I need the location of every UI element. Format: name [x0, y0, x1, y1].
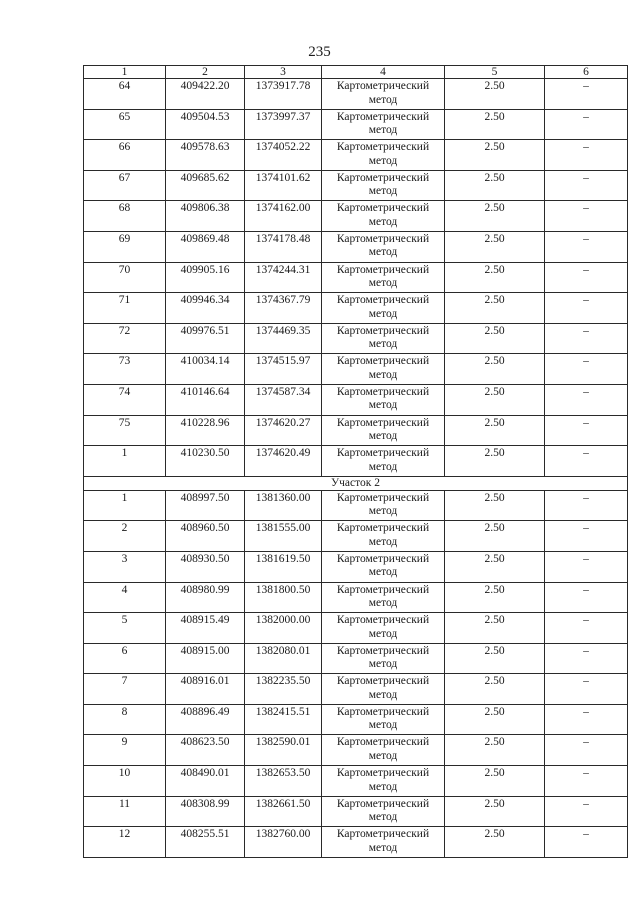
- table-row: [84, 231, 628, 262]
- coordinates-table: [83, 65, 628, 858]
- point-number-cell: 1: [84, 446, 166, 477]
- x-coordinate-cell: 408915.49: [166, 613, 245, 644]
- point-number-cell: 68: [84, 201, 166, 232]
- note-cell: –: [545, 490, 628, 521]
- method-cell: [322, 293, 445, 324]
- x-coordinate-cell: 410228.96: [166, 415, 245, 446]
- table-row: [84, 521, 628, 552]
- accuracy-cell: 2.50: [445, 293, 545, 324]
- method-cell: [322, 582, 445, 613]
- note-cell: –: [545, 613, 628, 644]
- table-row: [84, 79, 628, 110]
- point-number-cell: 6: [84, 643, 166, 674]
- table-row: [84, 674, 628, 705]
- note-cell: –: [545, 79, 628, 110]
- x-coordinate-cell: 408930.50: [166, 551, 245, 582]
- method-text-line1: Картометрический: [336, 552, 430, 565]
- x-coordinate-cell: 409976.51: [166, 323, 245, 354]
- note-cell: –: [545, 170, 628, 201]
- method-text-line1: Картометрический: [336, 202, 430, 215]
- table-row: [84, 323, 628, 354]
- method-text-line1: Картометрический: [336, 324, 430, 337]
- note-cell: –: [545, 140, 628, 171]
- x-coordinate-cell: 410146.64: [166, 384, 245, 415]
- x-coordinate-cell: 409422.20: [166, 79, 245, 110]
- table-row: [84, 354, 628, 385]
- y-coordinate-cell: 1373997.37: [245, 109, 322, 140]
- method-text-line2: метод: [368, 566, 398, 579]
- accuracy-cell: 2.50: [445, 354, 545, 385]
- method-text-line2: метод: [368, 535, 398, 548]
- method-cell: [322, 446, 445, 477]
- method-text-line1: Картометрический: [336, 447, 430, 460]
- point-number-cell: 69: [84, 231, 166, 262]
- accuracy-cell: 2.50: [445, 551, 545, 582]
- method-cell: [322, 796, 445, 827]
- x-coordinate-cell: 410230.50: [166, 446, 245, 477]
- table-body: [84, 66, 628, 858]
- method-text-line2: метод: [368, 658, 398, 671]
- y-coordinate-cell: 1382080.01: [245, 643, 322, 674]
- method-text-line1: Картометрический: [336, 355, 430, 368]
- method-cell: [322, 490, 445, 521]
- method-text-line1: Картометрический: [336, 385, 430, 398]
- method-text-line2: метод: [368, 460, 398, 473]
- y-coordinate-cell: 1374469.35: [245, 323, 322, 354]
- y-coordinate-cell: 1374620.49: [245, 446, 322, 477]
- accuracy-cell: 2.50: [445, 384, 545, 415]
- point-number-cell: 4: [84, 582, 166, 613]
- accuracy-cell: 2.50: [445, 490, 545, 521]
- section-heading-row: [84, 476, 628, 490]
- y-coordinate-cell: 1374587.34: [245, 384, 322, 415]
- method-text-line2: метод: [368, 811, 398, 824]
- accuracy-cell: 2.50: [445, 704, 545, 735]
- method-cell: [322, 231, 445, 262]
- method-cell: [322, 827, 445, 858]
- accuracy-cell: 2.50: [445, 827, 545, 858]
- method-cell: [322, 170, 445, 201]
- table-row: [84, 796, 628, 827]
- method-text-line1: Картометрический: [336, 416, 430, 429]
- note-cell: –: [545, 643, 628, 674]
- method-cell: [322, 323, 445, 354]
- point-number-cell: 74: [84, 384, 166, 415]
- method-cell: [322, 613, 445, 644]
- y-coordinate-cell: 1381619.50: [245, 551, 322, 582]
- x-coordinate-cell: 408980.99: [166, 582, 245, 613]
- y-coordinate-cell: 1382661.50: [245, 796, 322, 827]
- point-number-cell: 64: [84, 79, 166, 110]
- method-text-line2: метод: [368, 307, 398, 320]
- accuracy-cell: 2.50: [445, 140, 545, 171]
- method-text-line1: Картометрический: [336, 736, 430, 749]
- point-number-cell: 70: [84, 262, 166, 293]
- method-text-line1: Картометрический: [336, 828, 430, 841]
- point-number-cell: 66: [84, 140, 166, 171]
- note-cell: –: [545, 323, 628, 354]
- accuracy-cell: 2.50: [445, 231, 545, 262]
- point-number-cell: 11: [84, 796, 166, 827]
- y-coordinate-cell: 1381555.00: [245, 521, 322, 552]
- point-number-cell: 12: [84, 827, 166, 858]
- x-coordinate-cell: 409806.38: [166, 201, 245, 232]
- method-text-line2: метод: [368, 368, 398, 381]
- table-row: [84, 262, 628, 293]
- accuracy-cell: 2.50: [445, 643, 545, 674]
- y-coordinate-cell: 1374101.62: [245, 170, 322, 201]
- method-cell: [322, 643, 445, 674]
- method-text-line2: метод: [368, 124, 398, 137]
- table-row: [84, 140, 628, 171]
- x-coordinate-cell: 408916.01: [166, 674, 245, 705]
- method-text-line1: Картометрический: [336, 141, 430, 154]
- y-coordinate-cell: 1381800.50: [245, 582, 322, 613]
- y-coordinate-cell: 1374367.79: [245, 293, 322, 324]
- column-number-4: 4: [322, 66, 445, 79]
- note-cell: –: [545, 796, 628, 827]
- method-cell: [322, 551, 445, 582]
- method-text-line2: метод: [368, 627, 398, 640]
- method-text-line1: Картометрический: [336, 80, 430, 92]
- table-row: [84, 490, 628, 521]
- point-number-cell: 8: [84, 704, 166, 735]
- accuracy-cell: 2.50: [445, 613, 545, 644]
- method-cell: [322, 704, 445, 735]
- accuracy-cell: 2.50: [445, 766, 545, 797]
- method-text-line1: Картометрический: [336, 294, 430, 307]
- method-cell: [322, 109, 445, 140]
- method-text-line2: метод: [368, 93, 398, 106]
- y-coordinate-cell: 1382415.51: [245, 704, 322, 735]
- note-cell: –: [545, 262, 628, 293]
- x-coordinate-cell: 409504.53: [166, 109, 245, 140]
- method-text-line2: метод: [368, 399, 398, 412]
- method-text-line2: метод: [368, 154, 398, 167]
- note-cell: –: [545, 521, 628, 552]
- point-number-cell: 5: [84, 613, 166, 644]
- y-coordinate-cell: 1382235.50: [245, 674, 322, 705]
- note-cell: –: [545, 293, 628, 324]
- x-coordinate-cell: 408960.50: [166, 521, 245, 552]
- method-text-line1: Картометрический: [336, 491, 430, 504]
- x-coordinate-cell: 408308.99: [166, 796, 245, 827]
- note-cell: –: [545, 674, 628, 705]
- note-cell: –: [545, 735, 628, 766]
- point-number-cell: 7: [84, 674, 166, 705]
- x-coordinate-cell: 408623.50: [166, 735, 245, 766]
- method-text-line2: метод: [368, 841, 398, 854]
- note-cell: –: [545, 582, 628, 613]
- method-text-line1: Картометрический: [336, 171, 430, 184]
- x-coordinate-cell: 408255.51: [166, 827, 245, 858]
- accuracy-cell: 2.50: [445, 735, 545, 766]
- column-number-6: 6: [545, 66, 628, 79]
- method-text-line2: метод: [368, 338, 398, 351]
- note-cell: –: [545, 766, 628, 797]
- accuracy-cell: 2.50: [445, 446, 545, 477]
- method-cell: [322, 262, 445, 293]
- y-coordinate-cell: 1374052.22: [245, 140, 322, 171]
- accuracy-cell: 2.50: [445, 582, 545, 613]
- method-cell: [322, 140, 445, 171]
- y-coordinate-cell: 1373917.78: [245, 79, 322, 110]
- x-coordinate-cell: 408490.01: [166, 766, 245, 797]
- method-text-line2: метод: [368, 430, 398, 443]
- point-number-cell: 2: [84, 521, 166, 552]
- table-row: [84, 446, 628, 477]
- method-text-line1: Картометрический: [336, 705, 430, 718]
- table-header-row: [84, 66, 628, 79]
- method-text-line2: метод: [368, 597, 398, 609]
- method-cell: [322, 521, 445, 552]
- method-text-line2: метод: [368, 185, 398, 198]
- accuracy-cell: 2.50: [445, 201, 545, 232]
- method-text-line1: Картометрический: [336, 110, 430, 123]
- method-text-line1: Картометрический: [336, 644, 430, 657]
- point-number-cell: 9: [84, 735, 166, 766]
- method-text-line2: метод: [368, 780, 398, 793]
- note-cell: –: [545, 415, 628, 446]
- note-cell: –: [545, 704, 628, 735]
- accuracy-cell: 2.50: [445, 674, 545, 705]
- y-coordinate-cell: 1374162.00: [245, 201, 322, 232]
- column-number-2: 2: [166, 66, 245, 79]
- method-text-line2: метод: [368, 505, 398, 518]
- method-text-line2: метод: [368, 749, 398, 762]
- accuracy-cell: 2.50: [445, 79, 545, 110]
- method-text-line1: Картометрический: [336, 263, 430, 276]
- point-number-cell: 75: [84, 415, 166, 446]
- table-row: [84, 766, 628, 797]
- point-number-cell: 72: [84, 323, 166, 354]
- method-text-line2: метод: [368, 246, 398, 259]
- table-row: [84, 827, 628, 858]
- method-cell: [322, 415, 445, 446]
- table-row: [84, 415, 628, 446]
- y-coordinate-cell: 1382000.00: [245, 613, 322, 644]
- x-coordinate-cell: 408997.50: [166, 490, 245, 521]
- point-number-cell: 1: [84, 490, 166, 521]
- method-cell: [322, 201, 445, 232]
- point-number-cell: 73: [84, 354, 166, 385]
- table-row: [84, 613, 628, 644]
- accuracy-cell: 2.50: [445, 262, 545, 293]
- method-text-line2: метод: [368, 277, 398, 290]
- note-cell: –: [545, 354, 628, 385]
- accuracy-cell: 2.50: [445, 170, 545, 201]
- method-text-line1: Картометрический: [336, 614, 430, 627]
- note-cell: –: [545, 446, 628, 477]
- x-coordinate-cell: 409946.34: [166, 293, 245, 324]
- x-coordinate-cell: 409869.48: [166, 231, 245, 262]
- x-coordinate-cell: 409905.16: [166, 262, 245, 293]
- note-cell: –: [545, 201, 628, 232]
- table-row: [84, 109, 628, 140]
- table-row: [84, 170, 628, 201]
- point-number-cell: 65: [84, 109, 166, 140]
- y-coordinate-cell: 1374620.27: [245, 415, 322, 446]
- method-cell: [322, 354, 445, 385]
- table-row: [84, 582, 628, 613]
- y-coordinate-cell: 1382590.01: [245, 735, 322, 766]
- method-cell: [322, 79, 445, 110]
- x-coordinate-cell: 408915.00: [166, 643, 245, 674]
- y-coordinate-cell: 1374244.31: [245, 262, 322, 293]
- y-coordinate-cell: 1374515.97: [245, 354, 322, 385]
- point-number-cell: 3: [84, 551, 166, 582]
- table-row: [84, 293, 628, 324]
- point-number-cell: 71: [84, 293, 166, 324]
- method-text-line1: Картометрический: [336, 522, 430, 535]
- x-coordinate-cell: 410034.14: [166, 354, 245, 385]
- note-cell: –: [545, 109, 628, 140]
- method-text-line2: метод: [368, 719, 398, 732]
- x-coordinate-cell: 408896.49: [166, 704, 245, 735]
- column-number-3: 3: [245, 66, 322, 79]
- y-coordinate-cell: 1374178.48: [245, 231, 322, 262]
- table-row: [84, 643, 628, 674]
- method-cell: [322, 766, 445, 797]
- point-number-cell: 10: [84, 766, 166, 797]
- method-text-line1: Картометрический: [336, 767, 430, 780]
- method-cell: [322, 674, 445, 705]
- method-text-line1: Картометрический: [336, 583, 430, 596]
- accuracy-cell: 2.50: [445, 521, 545, 552]
- point-number-cell: 67: [84, 170, 166, 201]
- table-row: [84, 704, 628, 735]
- table-row: [84, 384, 628, 415]
- table-row: [84, 551, 628, 582]
- note-cell: –: [545, 231, 628, 262]
- table-row: [84, 201, 628, 232]
- accuracy-cell: 2.50: [445, 323, 545, 354]
- table-row: [84, 735, 628, 766]
- method-text-line2: метод: [368, 688, 398, 701]
- method-text-line1: Картометрический: [336, 797, 430, 810]
- note-cell: –: [545, 551, 628, 582]
- method-cell: [322, 384, 445, 415]
- page-number: 235: [308, 44, 331, 60]
- y-coordinate-cell: 1382653.50: [245, 766, 322, 797]
- method-text-line1: Картометрический: [336, 232, 430, 245]
- column-number-1: 1: [84, 66, 166, 79]
- method-cell: [322, 735, 445, 766]
- method-text-line1: Картометрический: [336, 675, 430, 688]
- note-cell: –: [545, 384, 628, 415]
- accuracy-cell: 2.50: [445, 796, 545, 827]
- x-coordinate-cell: 409578.63: [166, 140, 245, 171]
- note-cell: –: [545, 827, 628, 858]
- y-coordinate-cell: 1382760.00: [245, 827, 322, 858]
- accuracy-cell: 2.50: [445, 109, 545, 140]
- y-coordinate-cell: 1381360.00: [245, 490, 322, 521]
- x-coordinate-cell: 409685.62: [166, 170, 245, 201]
- column-number-5: 5: [445, 66, 545, 79]
- method-text-line2: метод: [368, 215, 398, 228]
- section-title: Участок 2: [84, 476, 628, 490]
- accuracy-cell: 2.50: [445, 415, 545, 446]
